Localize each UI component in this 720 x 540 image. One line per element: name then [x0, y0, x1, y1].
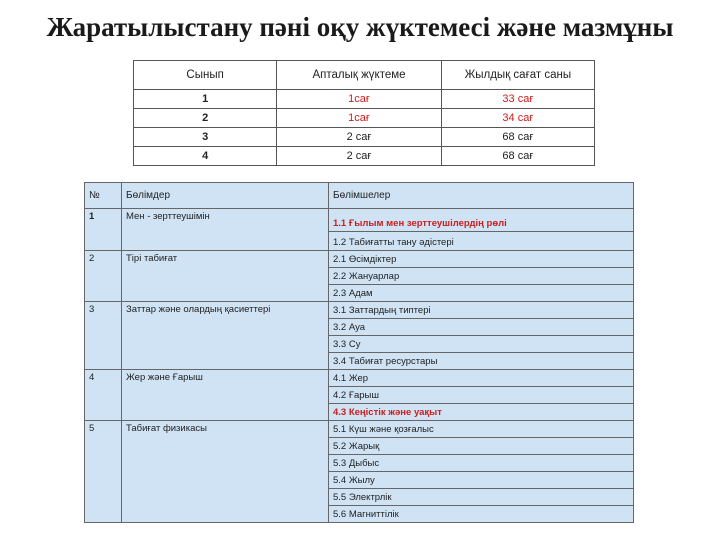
yearly-cell: 33 сағ [441, 90, 594, 109]
grade-cell: 3 [134, 128, 277, 147]
weekly-cell: 1сағ [277, 90, 442, 109]
subsection-cell: 3.2 Ауа [329, 319, 634, 336]
table-row [85, 251, 634, 268]
section-number: 3 [85, 302, 122, 370]
section-name: Заттар және олардың қасиеттері [122, 302, 329, 370]
grade-cell: 1 [134, 90, 277, 109]
subsection-cell: 5.3 Дыбыс [329, 455, 634, 472]
section-name: Тірі табиғат [122, 251, 329, 302]
subsection-cell: 5.6 Магниттілік [329, 506, 634, 523]
section-number: 4 [85, 370, 122, 421]
section-name: Жер және Ғарыш [122, 370, 329, 421]
column-header-subsections: Бөлімшелер [329, 183, 634, 209]
column-header-sections: Бөлімдер [122, 183, 329, 209]
yearly-cell: 68 сағ [441, 128, 594, 147]
yearly-cell: 68 сағ [441, 147, 594, 166]
subsection-cell: 4.1 Жер [329, 370, 634, 387]
subsection-cell: 3.4 Табиғат ресурстары [329, 353, 634, 370]
subsection-cell: 2.3 Адам [329, 285, 634, 302]
subsection-cell: 2.2 Жануарлар [329, 268, 634, 285]
subsection-cell: 1.2 Табиғатты тану әдістері [329, 232, 634, 251]
subsection-cell: 4.2 Ғарыш [329, 387, 634, 404]
content-table [84, 182, 634, 523]
table-row [85, 370, 634, 387]
weekly-load-table [133, 60, 595, 166]
column-header-number: № [85, 183, 122, 209]
section-name: Мен - зерттеушімін [122, 209, 329, 251]
table-row [134, 109, 595, 128]
table-header-row [85, 183, 634, 209]
table-row [85, 421, 634, 438]
table-row [134, 90, 595, 109]
subsection-cell: 5.2 Жарық [329, 438, 634, 455]
subsection-cell: 5.1 Күш және қозғалыс [329, 421, 634, 438]
section-number: 1 [85, 209, 122, 251]
subsection-cell: 1.1 Ғылым мен зерттеушілердің рөлі [329, 209, 634, 232]
weekly-cell: 2 сағ [277, 147, 442, 166]
subsection-cell: 3.3 Су [329, 336, 634, 353]
subsection-cell: 5.4 Жылу [329, 472, 634, 489]
table-row [85, 302, 634, 319]
yearly-cell: 34 сағ [441, 109, 594, 128]
column-header-grade: Сынып [134, 61, 277, 90]
grade-cell: 2 [134, 109, 277, 128]
subsection-cell: 4.3 Кеңістік және уақыт [329, 404, 634, 421]
grade-cell: 4 [134, 147, 277, 166]
column-header-weekly: Апталық жүктеме [277, 61, 442, 90]
table-row [85, 209, 634, 232]
table-header-row [134, 61, 595, 90]
weekly-cell: 2 сағ [277, 128, 442, 147]
table-row [134, 128, 595, 147]
section-name: Табиғат физикасы [122, 421, 329, 523]
column-header-yearly: Жылдық сағат саны [441, 61, 594, 90]
weekly-cell: 1сағ [277, 109, 442, 128]
subsection-cell: 5.5 Электрлік [329, 489, 634, 506]
table-row [134, 147, 595, 166]
page-title: Жаратылыстану пәні оқу жүктемесі және мазмұны [46, 12, 674, 42]
subsection-cell: 3.1 Заттардың типтері [329, 302, 634, 319]
subsection-cell: 2.1 Өсімдіктер [329, 251, 634, 268]
section-number: 5 [85, 421, 122, 523]
section-number: 2 [85, 251, 122, 302]
